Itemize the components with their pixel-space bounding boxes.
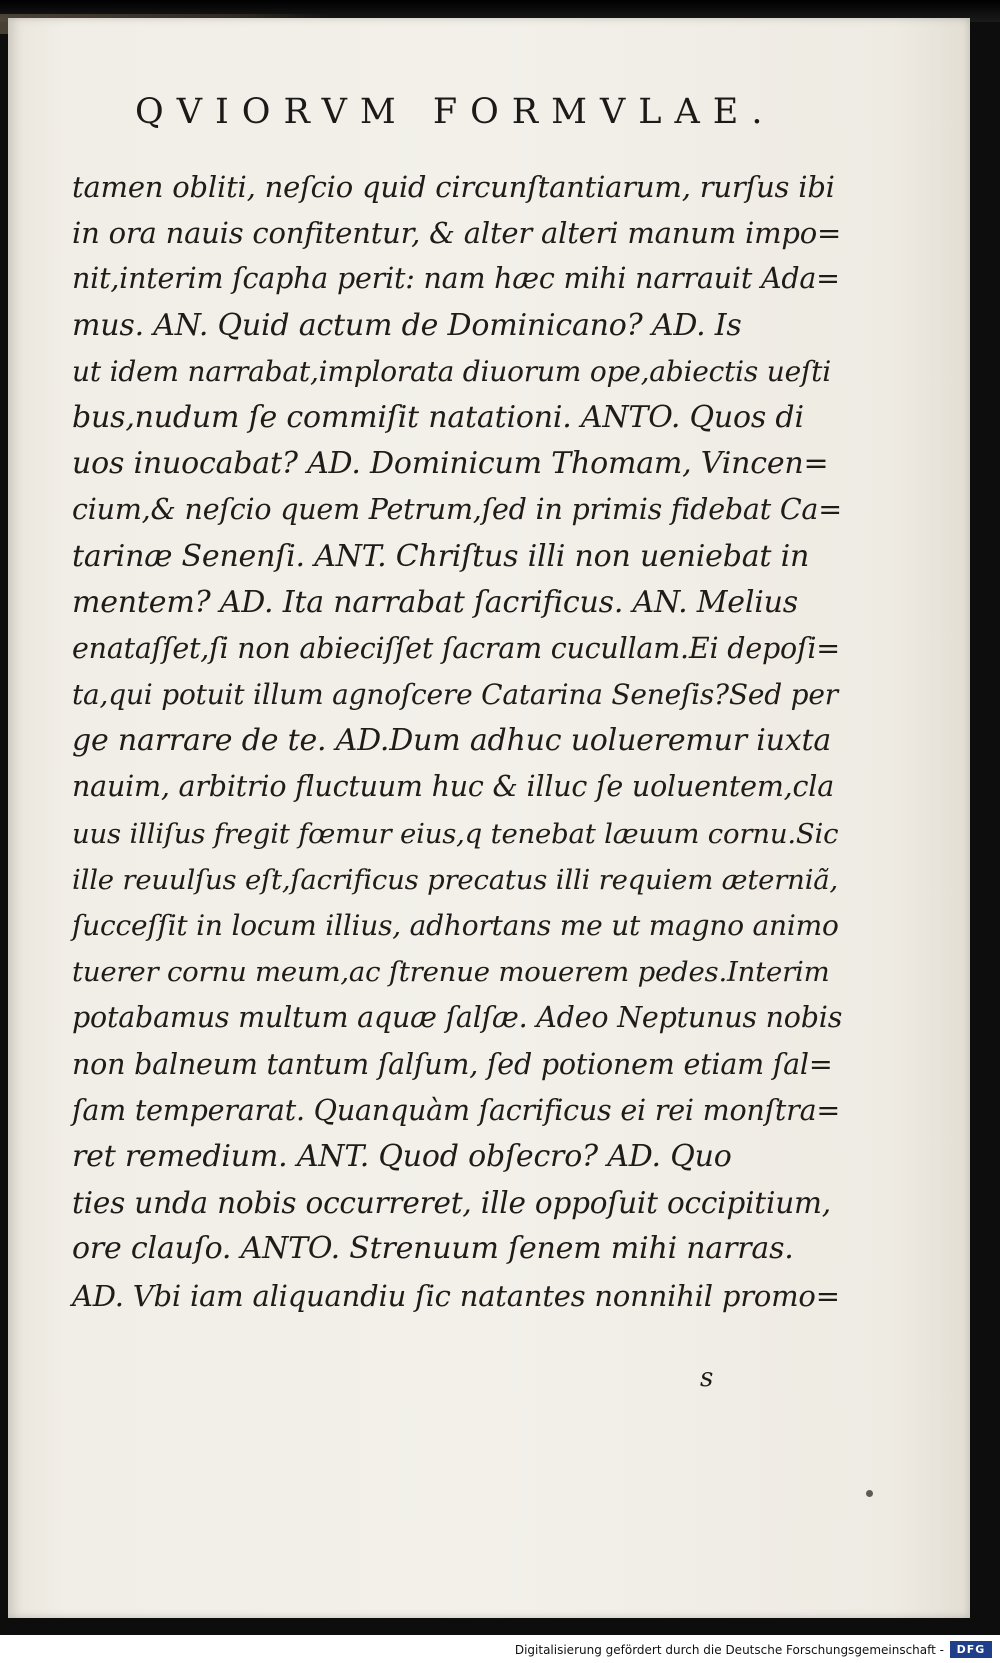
text-line: ille reuulſus eſt,ſacrificus precatus illi requiem æterniã, [72,863,839,896]
text-line: tuerer cornu meum,ac ſtrenue mouerem pedes.Interim [72,956,830,989]
running-head: QVIORVM FORMVLAE. [135,92,776,132]
text-line: mentem? AD. Ita narrabat ſacrificus. AN. Melius [72,584,798,620]
text-line: ta,qui potuit illum agnoſcere Catarina Seneſis?Sed per [72,678,838,712]
dfg-logo: DFG [950,1641,992,1658]
footer-bar [0,1635,1000,1663]
text-line: mus. AN. Quid actum de Dominicano? AD. Is [72,307,742,343]
text-line: uus illiſus fregit fœmur eius,q tenebat læuum cornu.Sic [72,817,839,850]
text-line: ge narrare de te. AD.Dum adhuc uolueremur iuxta [72,723,832,759]
text-line: nauim, arbitrio fluctuum huc & illuc ſe uoluentem,cla [72,770,835,804]
text-line: potabamus multum aquæ ſalſæ. Adeo Neptunus nobis [72,1001,843,1035]
text-line: nit,interim ſcapha perit: nam hæc mihi narrauit Ada= [72,262,840,296]
text-line: ore clauſo. ANTO. Strenuum ſenem mihi narras. [72,1231,794,1267]
text-line: AD. Vbi iam aliquandiu ſic natantes nonnihil promo= [72,1278,840,1313]
text-line: uos inuocabat? AD. Dominicum Thomam, Vincen= [72,446,829,482]
funding-credit: Digitalisierung gefördert durch die Deutsche Forschungsgemeinschaft - [514,1643,944,1657]
text-block [72,164,842,1319]
catchword: s [700,1363,714,1393]
text-line: enataſſet,ſi non abieciſſet ſacram cucullam.Ei depoſi= [72,631,840,665]
paper-speck [866,1490,873,1497]
text-line: ties unda nobis occurreret, ille oppoſuit occipitium, [72,1186,831,1221]
text-line: ret remedium. ANT. Quod obſecro? AD. Quo [72,1138,732,1174]
text-line: in ora nauis confitentur, & alter alteri manum impo= [72,216,842,251]
text-line: ſucceſſit in locum illius, adhortans me ut magno animo [72,909,839,942]
text-line: bus,nudum ſe commiſit natationi. ANTO. Quos di [72,399,804,435]
text-line: cium,& neſcio quem Petrum,ſed in primis fidebat Ca= [72,493,842,527]
text-line: ut idem narrabat,implorata diuorum ope,abiectis ueſti [72,354,831,388]
text-line: non balneum tantum ſalſum, ſed potionem etiam ſal= [72,1047,833,1081]
text-line: ſam temperarat. Quanquàm ſacrificus ei rei monſtra= [72,1093,841,1127]
text-line: tarinæ Senenſi. ANT. Chriſtus illi non ueniebat in [72,538,810,574]
text-line: tamen obliti, neſcio quid circunſtantiarum, rurſus ibi [72,170,835,204]
